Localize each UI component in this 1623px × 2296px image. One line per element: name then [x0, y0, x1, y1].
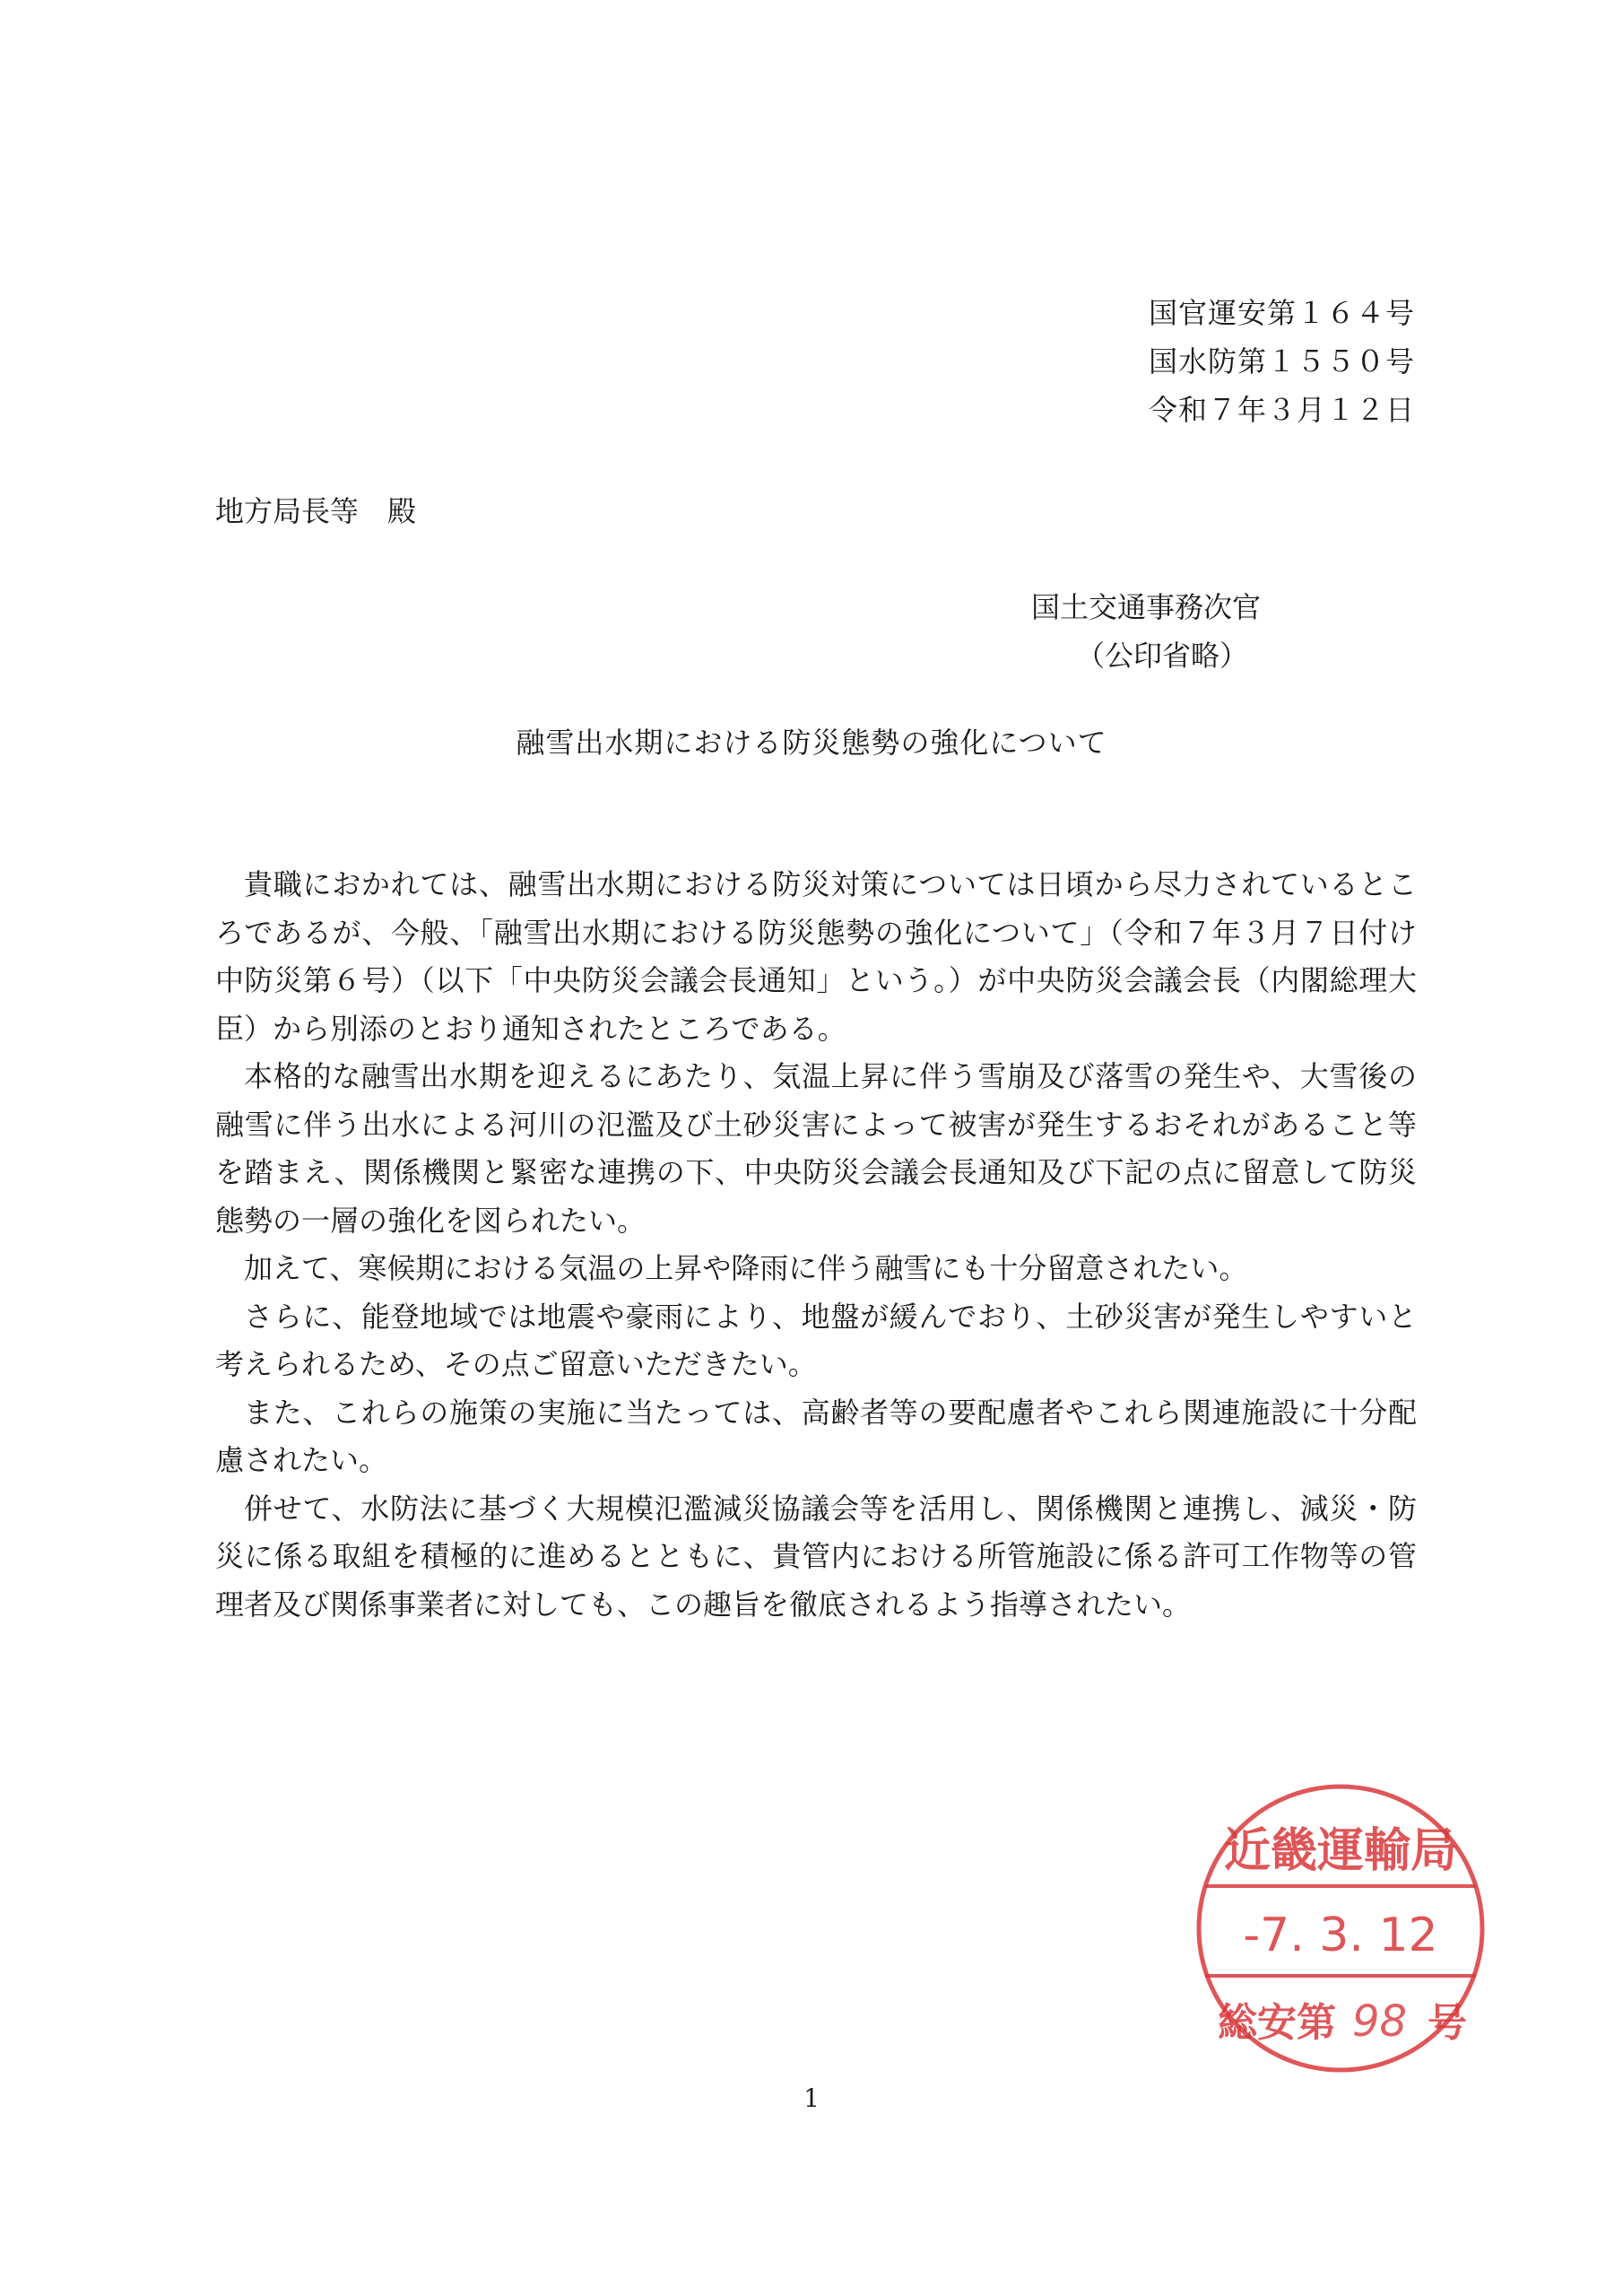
stamp-date: -7. 3. 12 [1243, 1909, 1438, 1962]
body-paragraph: 加えて、寒候期における気温の上昇や降雨に伴う融雪にも十分留意されたい。 [244, 1251, 1248, 1285]
received-stamp [1193, 1780, 1488, 2076]
addressee: 地方局長等 殿 [215, 494, 417, 528]
body-paragraph: さらに、能登地域では地震や豪雨により、地盤が緩んでおり、土砂災害が発生しやすいと考えられるため、その点ご留意いただきたい。 [215, 1299, 1417, 1381]
body-paragraph: 貴職におかれては、融雪出水期における防災対策については日頃から尽力されているところであるが、今般、「融雪出水期における防災態勢の強化について」（令和７年３月７日付け中防災第６号）（以下「中央防災会議会長通知」という。）が中央防災会議会長（内閣総理大臣）から別添のとおり通知されたところである。 [215, 867, 1417, 1046]
body-paragraph: 本格的な融雪出水期を迎えるにあたり、気温上昇に伴う雪崩及び落雪の発生や、大雪後の融雪に伴う出水による河川の氾濫及び土砂災害によって被害が発生するおそれがあること等を踏まえ、関係機関と緊密な連携の下、中央防災会議会長通知及び下記の点に留意して防災態勢の一層の強化を図られたい。 [215, 1059, 1417, 1238]
page-number: 1 [803, 2083, 820, 2113]
doc-number-2: 国水防第１５５０号 [1148, 344, 1415, 378]
document-header-numbers [1149, 289, 1415, 434]
issue-date: 令和７年３月１２日 [1148, 393, 1415, 427]
body-paragraph: 併せて、水防法に基づく大規模氾濫減災協議会等を活用し、関係機関と連携し、減災・防災に係る取組を積極的に進めるとともに、貴管内における所管施設に係る許可工作物等の管理者及び関係事業者に対しても、この趣旨を徹底されるよう指導されたい。 [215, 1491, 1417, 1622]
body-paragraph: また、これらの施策の実施に当たっては、高齢者等の要配慮者やこれら関連施設に十分配慮されたい。 [215, 1395, 1417, 1477]
sender-block [1031, 583, 1261, 680]
stamp-number-suffix: 号 [1428, 2000, 1467, 2046]
stamp-office: 近畿運輸局 [1223, 1823, 1458, 1878]
stamp-number: 98 [1352, 1996, 1408, 2047]
document-body [215, 861, 1417, 1629]
sender-title: 国土交通事務次官 [1031, 590, 1262, 624]
stamp-number-prefix: 総安第 [1218, 2000, 1336, 2046]
seal-omitted-note: （公印省略） [1076, 639, 1249, 673]
doc-number-1: 国官運安第１６４号 [1148, 296, 1415, 330]
document-subject: 融雪出水期における防災態勢の強化について [516, 726, 1107, 760]
